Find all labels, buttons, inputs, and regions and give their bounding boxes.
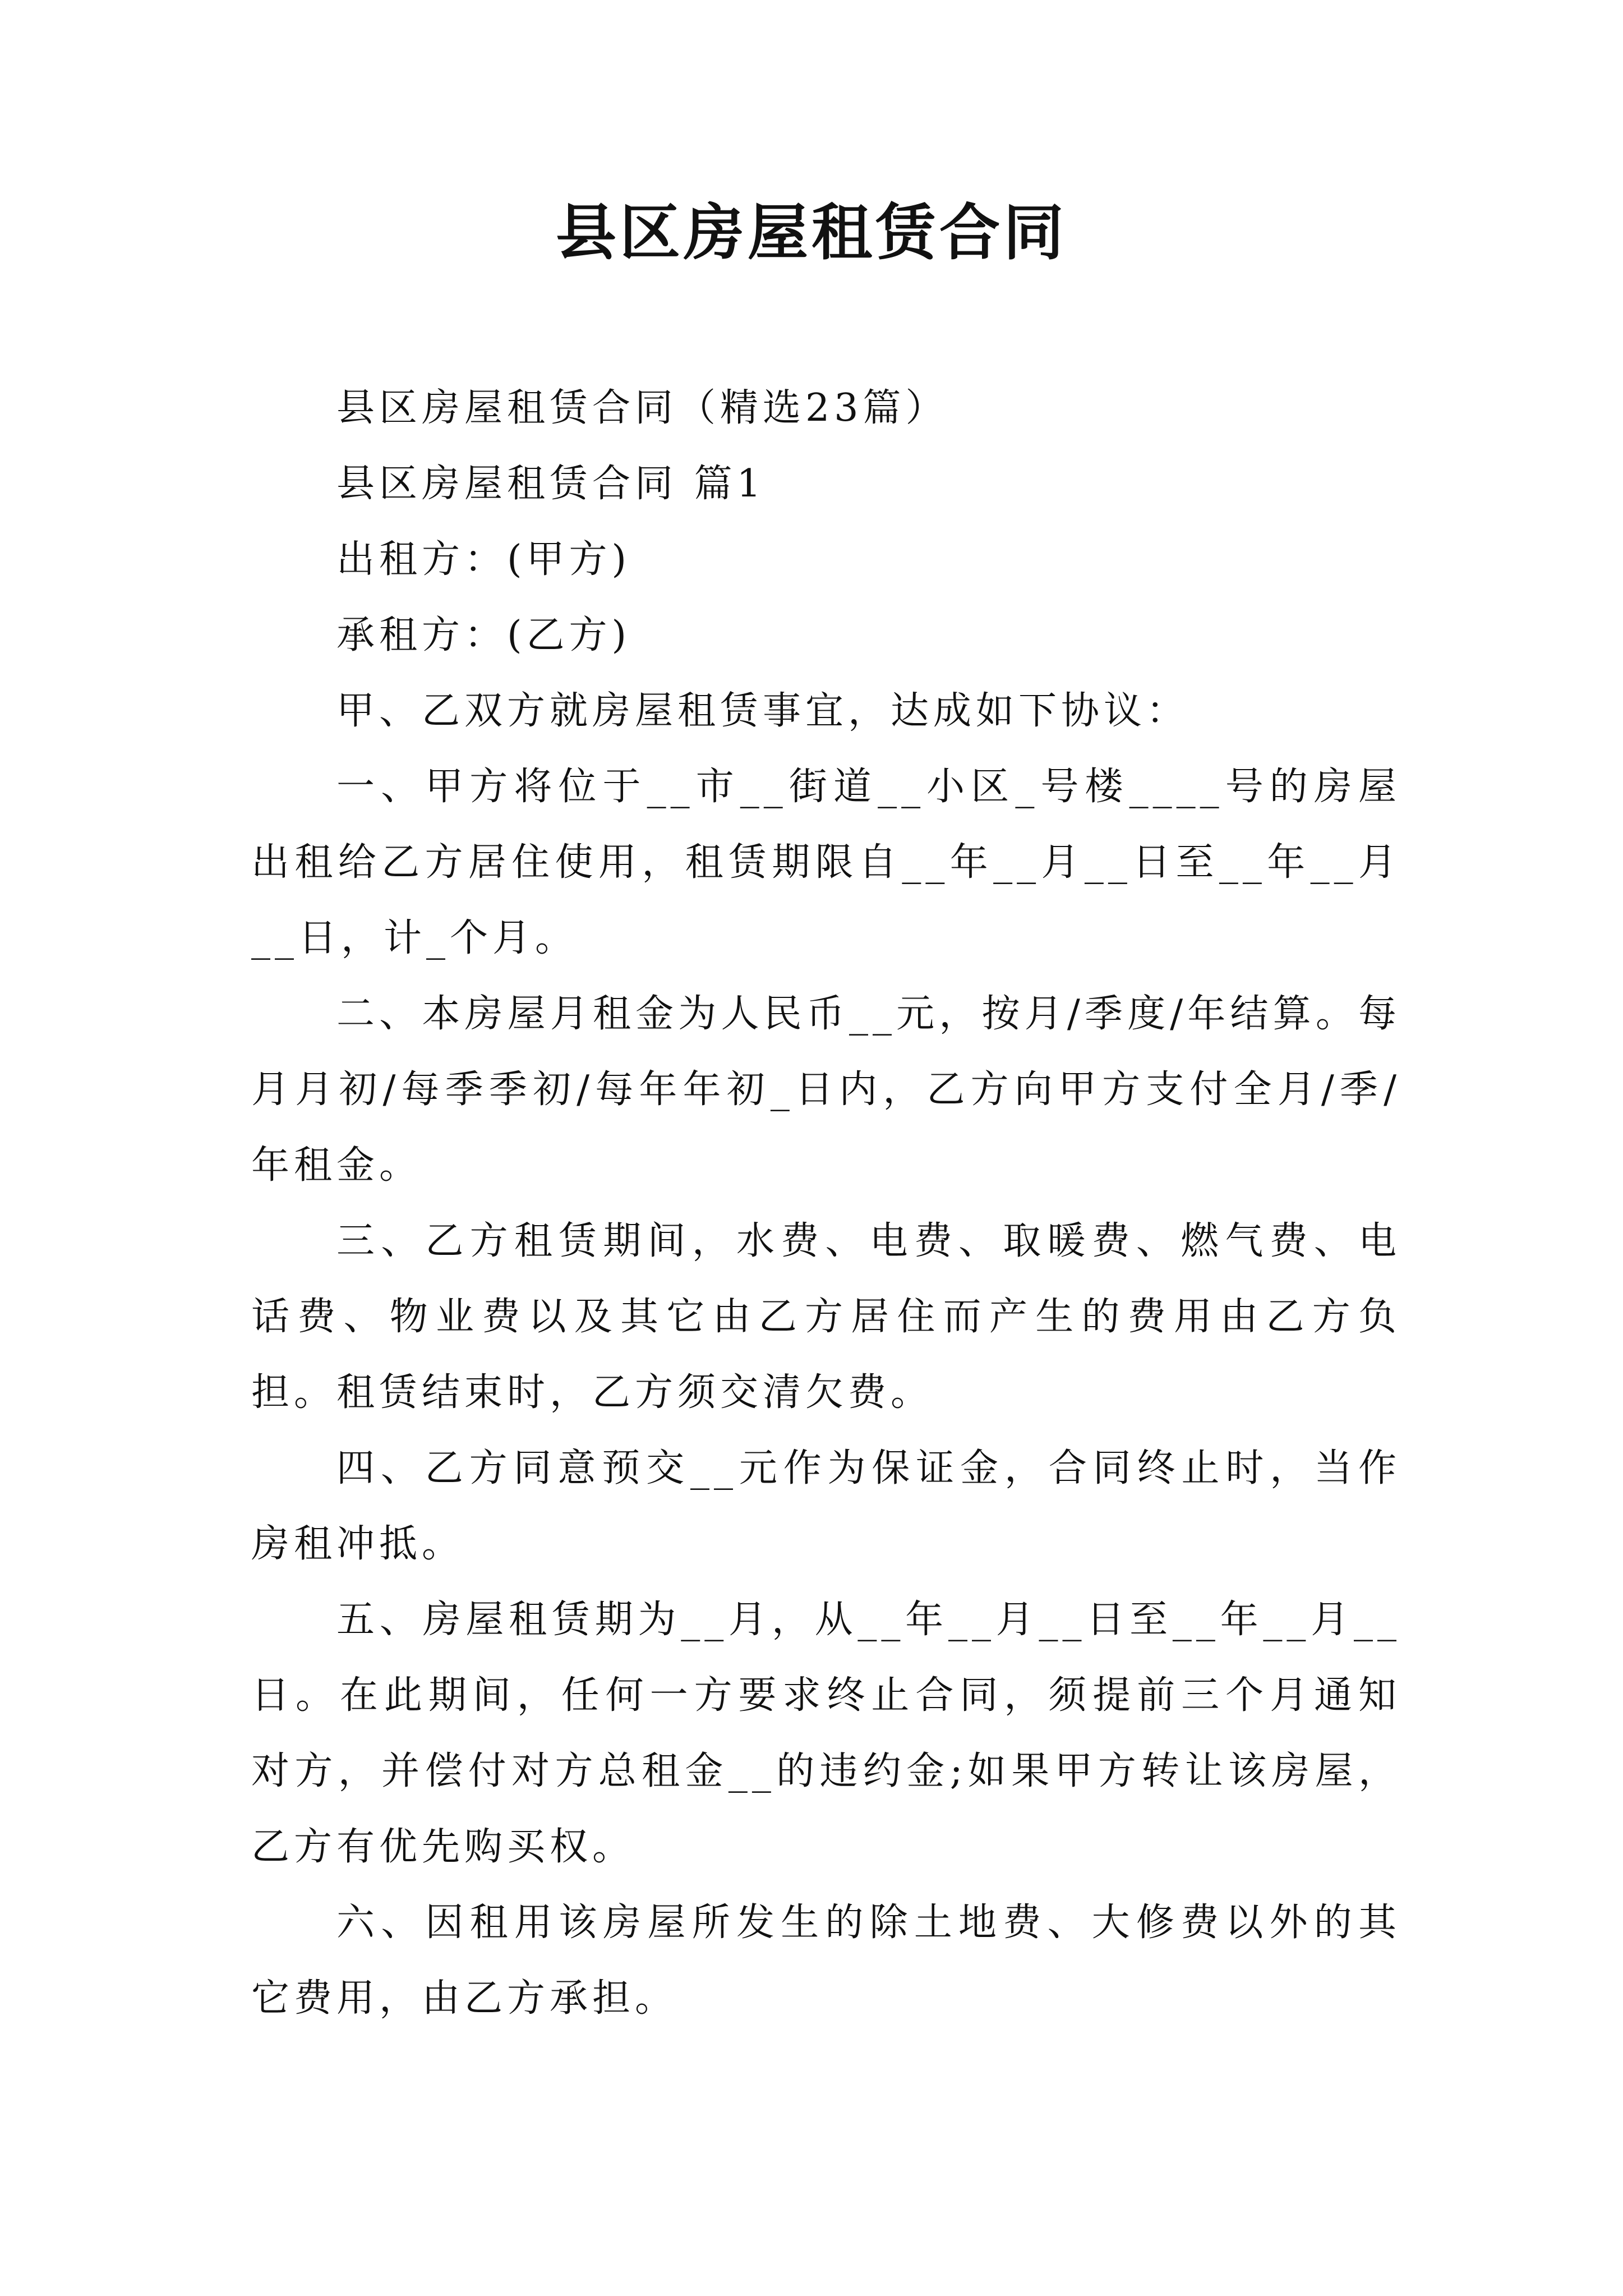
paragraph-clause-3: 三、乙方租赁期间，水费、电费、取暖费、燃气费、电话费、物业费以及其它由乙方居住而产生的费用由乙方负担。租赁结束时，乙方须交清欠费。 xyxy=(251,1219,1401,1415)
paragraph-clause-5: 五、房屋租赁期为__月，从__年__月__日至__年__月__日。在此期间，任何一方要求终止合同，须提前三个月通知对方，并偿付对方总租金__的违约金;如果甲方转让该房屋，乙方有优先购买权。 xyxy=(251,1598,1401,1869)
paragraph-clause-6: 六、因租用该房屋所发生的除土地费、大修费以外的其它费用，由乙方承担。 xyxy=(251,1901,1401,2021)
paragraph-lessor: 出租方：(甲方) xyxy=(336,537,631,582)
paragraph-lessee: 承租方：(乙方) xyxy=(336,613,631,657)
paragraph-subtitle: 县区房屋租赁合同（精选23篇） xyxy=(336,386,948,430)
paragraph-section-heading: 县区房屋租赁合同 篇1 xyxy=(336,462,766,506)
paragraph-clause-2: 二、本房屋月租金为人民币__元，按月/季度/年结算。每月月初/每季季初/每年年初_日内，乙方向甲方支付全月/季/年租金。 xyxy=(251,992,1401,1188)
paragraph-clause-1: 一、甲方将位于__市__街道__小区_号楼____号的房屋出租给乙方居住使用，租赁期限自__年__月__日至__年__月__日，计_个月。 xyxy=(251,765,1401,960)
paragraph-clause-4: 四、乙方同意预交__元作为保证金，合同终止时，当作房租冲抵。 xyxy=(251,1446,1401,1566)
document-body xyxy=(251,370,1401,2036)
document-title: 县区房屋租赁合同 xyxy=(555,197,1067,268)
paragraph-agreement-intro: 甲、乙双方就房屋租赁事宜，达成如下协议： xyxy=(336,689,1189,733)
